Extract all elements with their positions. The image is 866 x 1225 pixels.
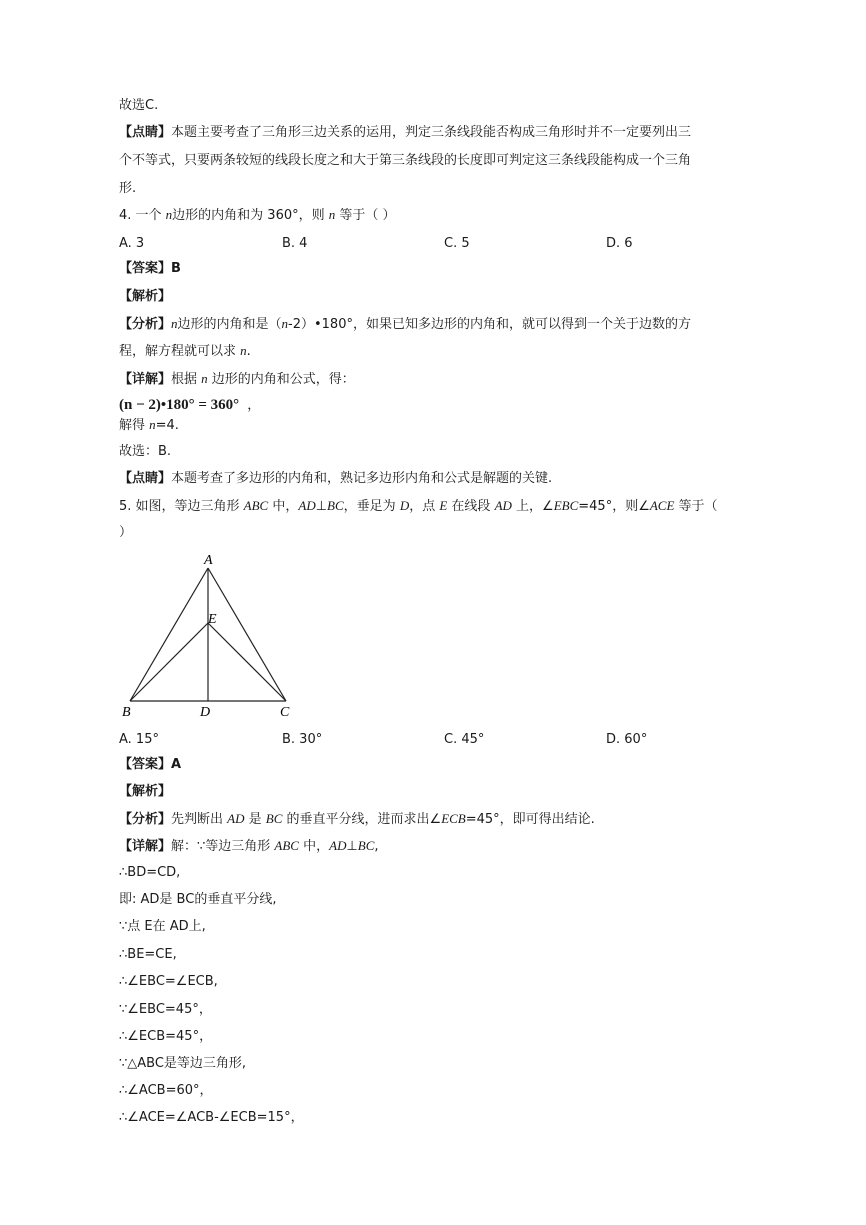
- triangle-figure: [110, 548, 310, 723]
- text: 边形的内角和为 360°，则: [172, 208, 329, 223]
- var: BC: [265, 811, 283, 826]
- label-b: B: [122, 705, 131, 720]
- var: AD: [494, 498, 512, 513]
- text: 解得: [119, 418, 150, 433]
- dianjing-tag: 【点睛】: [119, 471, 172, 486]
- xiangjie-paragraph: [119, 837, 379, 856]
- text: ，: [247, 398, 261, 413]
- text: 等于（ ）: [335, 208, 396, 223]
- var: n: [165, 207, 173, 222]
- var: E: [439, 498, 448, 513]
- var: n: [171, 316, 178, 331]
- var: ACE: [649, 498, 675, 513]
- step-line: ∵点 E在 AD上,: [119, 919, 206, 934]
- text: 是: [244, 812, 266, 827]
- question-5: [119, 497, 718, 516]
- var: ABC: [243, 498, 269, 513]
- option-a: A. 15°: [119, 732, 159, 747]
- text-line: [119, 416, 179, 435]
- text: 本题主要考查了三角形三边关系的运用，判定三条线段能否构成三角形时并不一定要列出三: [171, 125, 692, 140]
- formula-line: [119, 396, 260, 415]
- text: 先判断出: [171, 812, 228, 827]
- jiexi-heading: 【解析】: [119, 784, 172, 799]
- question-4: [119, 206, 396, 225]
- var: BC: [357, 838, 375, 853]
- var: n: [149, 417, 156, 432]
- text: 等于（: [674, 499, 718, 514]
- option-b: B. 30°: [282, 732, 323, 747]
- text: ，垂足为: [343, 499, 400, 514]
- dianjing-paragraph: [119, 470, 552, 488]
- text: 中，: [298, 839, 330, 854]
- step-line: ∴BD=CD,: [119, 865, 181, 880]
- step-line: ∴∠EBC=∠ECB,: [119, 974, 218, 989]
- fenxi-paragraph: [119, 315, 691, 334]
- option-d: D. 60°: [606, 732, 648, 747]
- text: ,: [374, 839, 379, 854]
- option-c: C. 5: [444, 236, 470, 251]
- text: =45°，则∠: [578, 499, 650, 514]
- var: BC: [327, 498, 344, 513]
- text: ⊥: [346, 839, 358, 854]
- var: D: [399, 498, 410, 513]
- option-c: C. 45°: [444, 732, 485, 747]
- text: ，点: [409, 499, 440, 514]
- fenxi-tag: 【分析】: [119, 812, 172, 827]
- answer: 【答案】B: [119, 261, 181, 276]
- text-line: [119, 342, 251, 361]
- dianjing-tag: 【点睛】: [119, 125, 172, 140]
- var: n: [240, 343, 247, 358]
- step-line: ∴∠ECB=45°，: [119, 1029, 213, 1044]
- option-b: B. 4: [282, 236, 308, 251]
- text: 在线段: [447, 499, 495, 514]
- text: 边形的内角和是（: [177, 317, 282, 332]
- var: ECB: [441, 811, 466, 826]
- text-line: 个不等式，只要两条较短的线段长度之和大于第三条线段的长度即可判定这三条线段能构成一个三角: [119, 153, 692, 168]
- text: 本题考查了多边形的内角和，熟记多边形内角和公式是解题的关键.: [171, 471, 553, 486]
- var: n: [281, 316, 289, 331]
- formula: (n − 2)•180° = 360°: [119, 397, 240, 413]
- step-line: ∴∠ACE=∠ACB-∠ECB=15°，: [119, 1110, 304, 1125]
- label-d: D: [200, 705, 211, 720]
- jiexi-heading: 【解析】: [119, 289, 172, 304]
- text: 中，: [268, 499, 299, 514]
- text: =45°，即可得出结论.: [465, 812, 595, 827]
- text-line: 故选：B.: [119, 444, 172, 459]
- step-line: 即: AD是 BC的垂直平分线,: [119, 892, 277, 907]
- xiangjie-tag: 【详解】: [119, 372, 172, 387]
- text: 边形的内角和公式，得：: [207, 372, 355, 387]
- text: 5. 如图，等边三角形: [119, 499, 244, 514]
- fenxi-tag: 【分析】: [119, 317, 172, 332]
- text: ⊥: [315, 499, 328, 514]
- xiangjie-paragraph: [119, 370, 355, 389]
- text: 的垂直平分线，进而求出∠: [282, 812, 442, 827]
- text-line: ）: [119, 525, 133, 540]
- label-a: A: [204, 553, 213, 568]
- step-line: ∴BE=CE,: [119, 947, 177, 962]
- text: .: [246, 344, 251, 359]
- answer: 【答案】A: [119, 757, 182, 772]
- text: 上，∠: [511, 499, 554, 514]
- var: n: [328, 207, 336, 222]
- text: 4. 一个: [119, 208, 166, 223]
- var: AD: [298, 498, 316, 513]
- label-c: C: [280, 705, 290, 720]
- var: AD: [227, 811, 245, 826]
- var: n: [201, 371, 208, 386]
- xiangjie-tag: 【详解】: [119, 839, 172, 854]
- text-line: 故选C.: [119, 98, 159, 113]
- label-e: E: [208, 612, 217, 627]
- dianjing-paragraph: [119, 124, 691, 142]
- step-line: ∵∠EBC=45°，: [119, 1002, 212, 1017]
- text: 根据: [171, 372, 202, 387]
- step-line: ∵△ABC是等边三角形,: [119, 1056, 247, 1071]
- fenxi-paragraph: [119, 810, 595, 829]
- text: =4.: [155, 418, 179, 433]
- var: AD: [329, 838, 347, 853]
- option-a: A. 3: [119, 236, 145, 251]
- text: 解：∵等边三角形: [171, 839, 275, 854]
- var: ABC: [274, 838, 299, 853]
- text-line: 形.: [119, 181, 137, 196]
- text: 程，解方程就可以求: [119, 344, 241, 359]
- step-line: ∴∠ACB=60°，: [119, 1083, 213, 1098]
- text: -2）•180°，如果已知多边形的内角和，就可以得到一个关于边数的方: [288, 317, 691, 332]
- option-d: D. 6: [606, 236, 633, 251]
- var: EBC: [553, 498, 579, 513]
